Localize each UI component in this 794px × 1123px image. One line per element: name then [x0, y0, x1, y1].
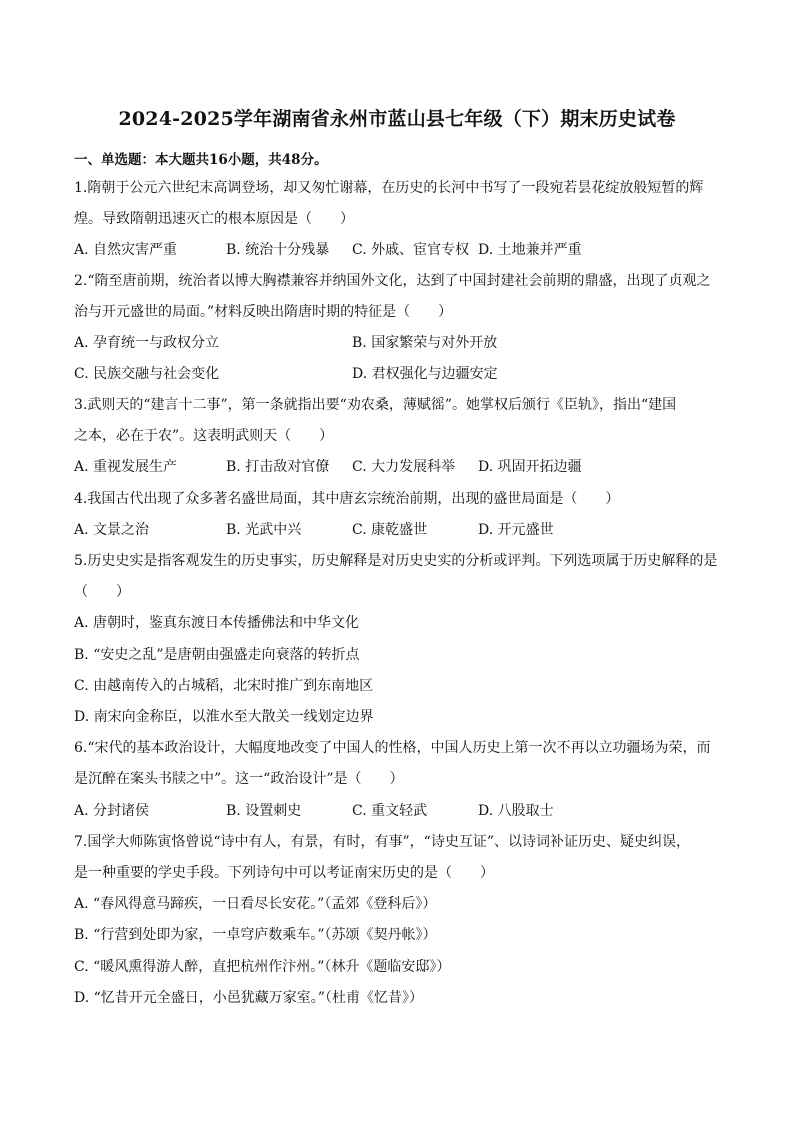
question-7-option-d: D. “忆昔开元全盛日，小邑犹藏万家室。”（杜甫《忆昔》）	[74, 990, 423, 1006]
question-4-line-1: 4.我国古代出现了众多著名盛世局面，其中唐玄宗统治前期，出现的盛世局面是（ ）	[74, 491, 620, 507]
question-1-line-1: 1.隋朝于公元六世纪末高调登场，却又匆忙谢幕，在历史的长河中书写了一段宛若昙花绽放般短暂的辉	[74, 180, 704, 196]
question-2-option-b: B. 国家繁荣与对外开放	[352, 335, 498, 351]
question-4-option-d: D. 开元盛世	[478, 522, 554, 538]
question-6-option-a: A. 分封诸侯	[74, 803, 150, 819]
question-3-option-b: B. 打击敌对官僚	[226, 459, 330, 475]
question-5-line-2: （ ）	[74, 584, 130, 600]
question-4-option-a: A. 文景之治	[74, 522, 150, 538]
question-1-option-b: B. 统治十分残暴	[226, 242, 330, 258]
question-2-line-1: 2.“隋至唐前期，统治者以博大胸襟兼容并纳国外文化，达到了中国封建社会前期的鼎盛，出现了贞观之	[74, 273, 711, 289]
question-3-line-1: 3.武则天的“建言十二事”，第一条就指出要“劝农桑，薄赋徭”。她掌权后颁行《臣轨》，指出“建国	[74, 397, 677, 413]
question-6-option-b: B. 设置刺史	[226, 803, 302, 819]
question-4-option-b: B. 光武中兴	[226, 522, 302, 538]
question-6-option-d: D. 八股取士	[478, 803, 554, 819]
question-3-option-c: C. 大力发展科举	[352, 459, 456, 475]
question-7-option-a: A. “春风得意马蹄疾，一日看尽长安花。”（孟郊《登科后》）	[74, 896, 437, 912]
question-1-option-c: C. 外戚、宦官专权	[352, 242, 470, 258]
question-3-option-a: A. 重视发展生产	[74, 459, 178, 475]
question-5-option-c: C. 由越南传入的占城稻，北宋时推广到东南地区	[74, 678, 374, 694]
section-heading: 一、单选题：本大题共16小题，共48分。	[74, 152, 328, 168]
question-1-option-a: A. 自然灾害严重	[74, 242, 178, 258]
question-2-option-c: C. 民族交融与社会变化	[74, 366, 220, 382]
exam-title: 2024-2025学年湖南省永州市蓝山县七年级（下）期末历史试卷	[118, 108, 676, 130]
question-4-option-c: C. 康乾盛世	[352, 522, 428, 538]
question-7-line-2: 是一种重要的学史手段。下列诗句中可以考证南宋历史的是（ ）	[74, 865, 494, 881]
question-3-line-2: 之本，必在于农”。这表明武则天（ ）	[74, 428, 334, 444]
question-6-line-1: 6.“宋代的基本政治设计，大幅度地改变了中国人的性格，中国人历史上第一次不再以立功疆场为荣，而	[74, 740, 711, 756]
question-5-option-a: A. 唐朝时，鉴真东渡日本传播佛法和中华文化	[74, 615, 360, 631]
question-6-option-c: C. 重文轻武	[352, 803, 428, 819]
question-2-option-d: D. 君权强化与边疆安定	[352, 366, 498, 382]
question-7-option-c: C. “暖风熏得游人醉，直把杭州作汴州。”（林升《题临安邸》）	[74, 959, 451, 975]
question-1-option-d: D. 土地兼并严重	[478, 242, 582, 258]
question-5-line-1: 5.历史史实是指客观发生的历史事实，历史解释是对历史史实的分析或评判。下列选项属于历史解释的是	[74, 553, 718, 569]
question-5-option-b: B. “安史之乱”是唐朝由强盛走向衰落的转折点	[74, 647, 360, 663]
question-2-line-2: 治与开元盛世的局面。”材料反映出隋唐时期的特征是（ ）	[74, 304, 453, 320]
question-3-option-d: D. 巩固开拓边疆	[478, 459, 582, 475]
question-1-line-2: 煌。导致隋朝迅速灭亡的根本原因是（ ）	[74, 211, 354, 227]
question-7-line-1: 7.国学大师陈寅恪曾说“诗中有人，有景，有时，有事”，“诗史互证”、以诗词补证历史、疑史纠误，	[74, 834, 690, 850]
question-2-option-a: A. 孕育统一与政权分立	[74, 335, 220, 351]
question-5-option-d: D. 南宋向金称臣，以淮水至大散关一线划定边界	[74, 709, 374, 725]
question-7-option-b: B. “行营到处即为家，一卓穹庐数乘车。”（苏颂《契丹帐》）	[74, 927, 437, 943]
question-6-line-2: 是沉醉在案头书牍之中”。这一“政治设计”是（ ）	[74, 771, 404, 787]
